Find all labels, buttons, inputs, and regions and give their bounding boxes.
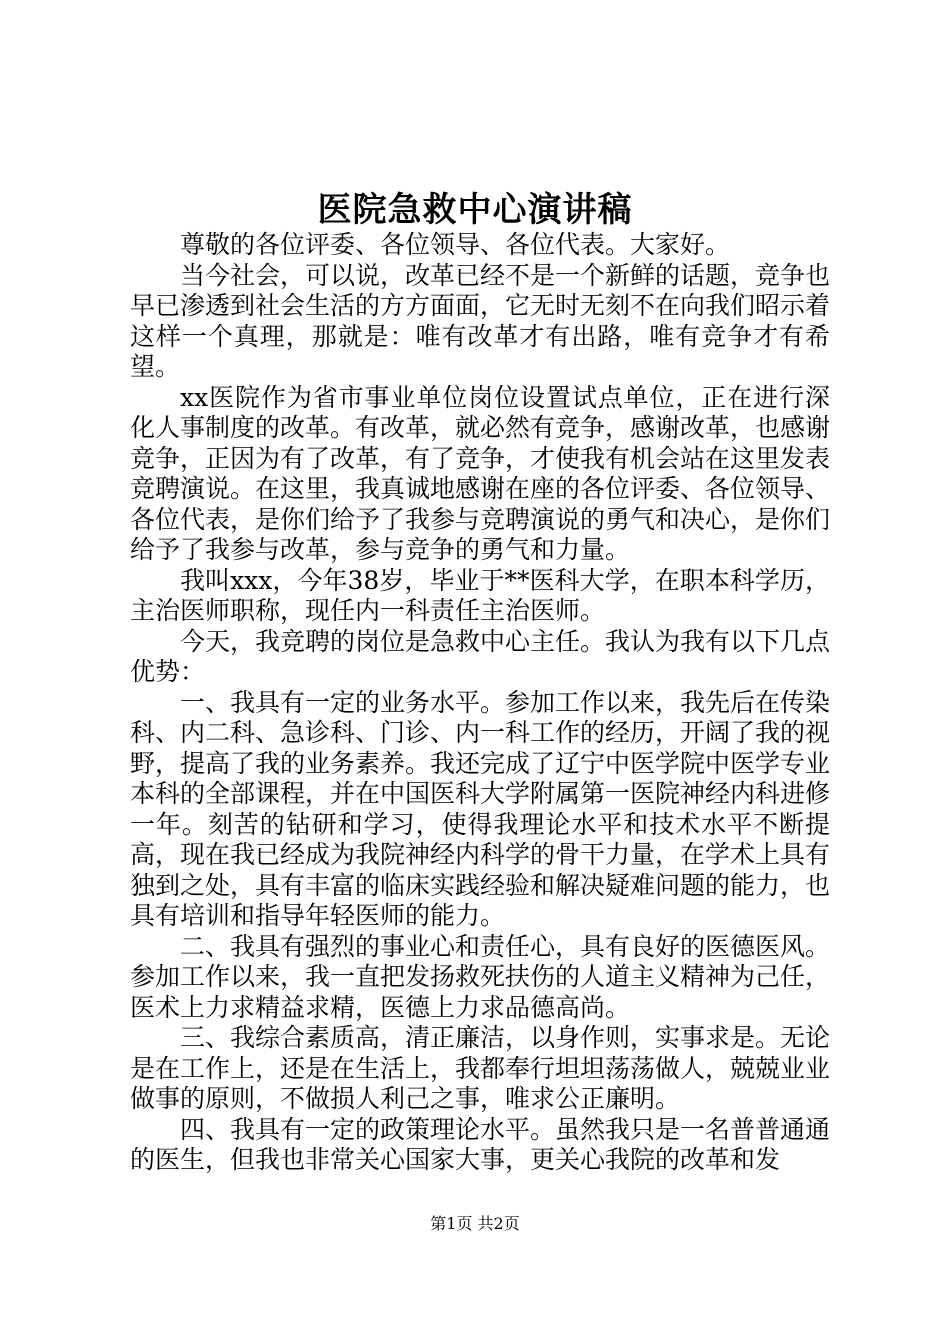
paragraph-position: 今天，我竞聘的岗位是急救中心主任。我认为我有以下几点优势： (130, 626, 831, 686)
paragraph-advantage-1: 一、我具有一定的业务水平。参加工作以来，我先后在传染科、内二科、急诊科、门诊、内一科工作的经历，开阔了我的视野，提高了我的业务素养。我还完成了辽宁中医学院中医学专业本科的全部课程，并在中国医科大学附属第一医院神经内科进修一年。刻苦的钻研和学习，使得我理论水平和技术水平不断提高，现在我已经成为我院神经内科学的骨干力量，在学术上具有独到之处，具有丰富的临床实践经验和解决疑难问题的能力，也具有培训和指导年轻医师的能力。 (130, 687, 831, 930)
paragraph-advantage-2: 二、我具有强烈的事业心和责任心，具有良好的医德医风。参加工作以来，我一直把发扬救死扶伤的人道主义精神为己任，医术上力求精益求精，医德上力求品德高尚。 (130, 931, 831, 1022)
document-body (130, 230, 830, 1176)
document-title: 医院急救中心演讲稿 (317, 190, 633, 230)
page-number-footer: 第1页 共2页 (430, 1214, 520, 1233)
paragraph-reform: 当今社会，可以说，改革已经不是一个新鲜的话题，竞争也早已渗透到社会生活的方方面面，它无时无刻不在向我们昭示着这样一个真理，那就是：唯有改革才有出路，唯有竞争才有希望。 (130, 260, 831, 381)
paragraph-advantage-4: 四、我具有一定的政策理论水平。虽然我只是一名普普通通的医生，但我也非常关心国家大事，更关心我院的改革和发 (130, 1114, 831, 1174)
paragraph-self-intro: 我叫xxx，今年38岁，毕业于**医科大学，在职本科学历，主治医师职称，现任内一科责任主治医师。 (130, 565, 830, 625)
paragraph-hospital: xx医院作为省市事业单位岗位设置试点单位，正在进行深化人事制度的改革。有改革，就必然有竞争，感谢改革，也感谢竞争，正因为有了改革，有了竞争，才使我有机会站在这里发表竞聘演说。在这里，我真诚地感谢在座的各位评委、各位领导、各位代表，是你们给予了我参与竞聘演说的勇气和决心，是你们给予了我参与改革，参与竞争的勇气和力量。 (130, 382, 831, 564)
paragraph-greeting: 尊敬的各位评委、各位领导、各位代表。大家好。 (180, 230, 731, 259)
paragraph-advantage-3: 三、我综合素质高，清正廉洁，以身作则，实事求是。无论是在工作上，还是在生活上，我都奉行坦坦荡荡做人，兢兢业业做事的原则，不做损人利己之事，唯求公正廉明。 (130, 1023, 831, 1113)
